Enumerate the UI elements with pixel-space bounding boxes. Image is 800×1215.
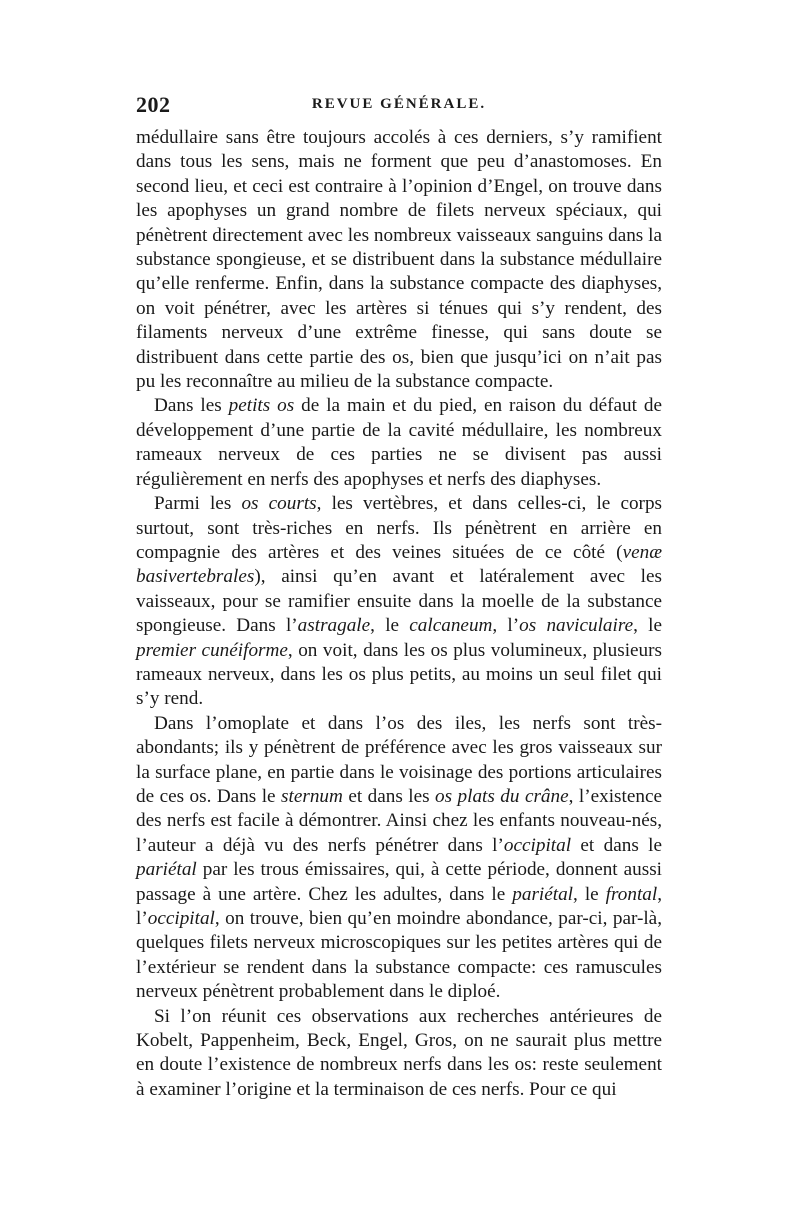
text-run: , on trouve, bien qu’en moindre abondance, par-ci, par-là, quelques filets nerveux microscopiques sur les petites artères qui de l’extérieur se rendent dans la substance compacte: ces ramuscules nerveux pénètrent probablement dans le diploé. (136, 908, 662, 1003)
page-number: 202 (136, 92, 171, 117)
page-header (136, 92, 662, 120)
text-run: , les vertèbres, et dans celles-ci, le corps surtout, sont très-riches en nerfs. Ils pénètrent en arrière en compagnie des artères et des veines situées de ce côté ( (136, 493, 663, 563)
text-run: Si l’on réunit ces observations aux recherches antérieures de Kobelt, Pappenheim, Beck, Engel, Gros, on ne saurait plus mettre en doute l’existence de nombreux nerfs dans les os: reste seulement à examiner l’origine et la terminaison de ces nerfs. Pour ce qui (136, 1005, 662, 1100)
text-run: par les trous émissaires, qui, à cette période, donnent aussi passage à une artère. Chez les adultes, dans le (136, 859, 662, 905)
running-title: REVUE GÉNÉRALE. (311, 96, 487, 112)
italic-term: frontal (605, 883, 658, 905)
italic-term: os plats du crâne (435, 785, 569, 807)
text-run: ), ainsi qu’en avant et latéralement avec les vaisseaux, pour se ramifier ensuite dans la moelle de la substance spongieuse. Dans l’ (136, 566, 662, 637)
italic-term: os naviculaire (519, 615, 634, 637)
text-run: Dans l’omoplate et dans l’os des iles, les nerfs sont très-abondants; ils y pénètrent de préférence avec les gros vaisseaux sur la surface plane, en partie dans le voisinage des portions articulaires de ces os. Dans le (136, 712, 662, 807)
text-run: et dans les (342, 785, 436, 807)
paragraph (136, 712, 662, 1005)
italic-term: occipital (503, 834, 572, 856)
text-run: Parmi les (154, 493, 242, 515)
italic-term: sternum (281, 785, 343, 807)
italic-term: petits os (228, 395, 295, 417)
paragraph (136, 394, 662, 492)
text-run: , l’ (136, 883, 662, 929)
italic-term: premier cunéiforme (136, 639, 288, 661)
printed-page (136, 92, 662, 1102)
paragraph (136, 492, 662, 712)
italic-term: os courts (241, 493, 317, 515)
italic-term: venæ basivertebrales (136, 541, 662, 588)
text-run: , le (633, 615, 662, 637)
italic-term: pariétal (136, 859, 197, 881)
text-run: Dans les (154, 395, 229, 417)
text-run: médullaire sans être toujours accolés à ces derniers, s’y ramifient dans tous les sens, mais ne forment que peu d’anastomoses. En second lieu, et ceci est contraire à l’opinion d’Engel, on trouve dans les apophyses un grand nombre de filets nerveux spéciaux, qui pénètrent directement avec les nombreux vaisseaux sanguins dans la substance spongieuse, et se distribuent dans la substance médullaire qu’elle renferme. Enfin, dans la substance compacte des diaphyses, on voit pénétrer, avec les artères si ténues qui s’y rendent, des filaments nerveux d’une extrême finesse, qui sans doute se distribuent dans cette partie des os, bien que jusqu’ici on n’ait pas pu les reconnaître au milieu de la substance compacte. (136, 127, 662, 393)
body-text (136, 126, 662, 1102)
text-run: et dans le (571, 834, 662, 856)
italic-term: pariétal (512, 883, 574, 905)
paragraph (136, 126, 662, 394)
text-run: , l’ (492, 615, 520, 637)
italic-term: astragale (297, 615, 371, 637)
text-run: de la main et du pied, en raison du défaut de développement d’une partie de la cavité médullaire, les nombreux rameaux nerveux de ces parties ne se divisent pas aussi régulièrement en nerfs des apophyses et nerfs des diaphyses. (136, 395, 662, 490)
paragraph (136, 1005, 662, 1103)
italic-term: occipital (147, 908, 215, 929)
text-run: , le (370, 615, 410, 637)
text-run: , le (573, 883, 606, 905)
text-run: , l’existence des nerfs est facile à démontrer. Ainsi chez les enfants nouveau-nés, l’auteur a déjà vu des nerfs pénétrer dans l’ (136, 785, 662, 856)
text-run: , on voit, dans les os plus volumineux, plusieurs rameaux nerveux, dans les os plus petits, au moins un seul filet qui s’y rend. (136, 639, 662, 710)
italic-term: calcaneum (409, 615, 493, 637)
